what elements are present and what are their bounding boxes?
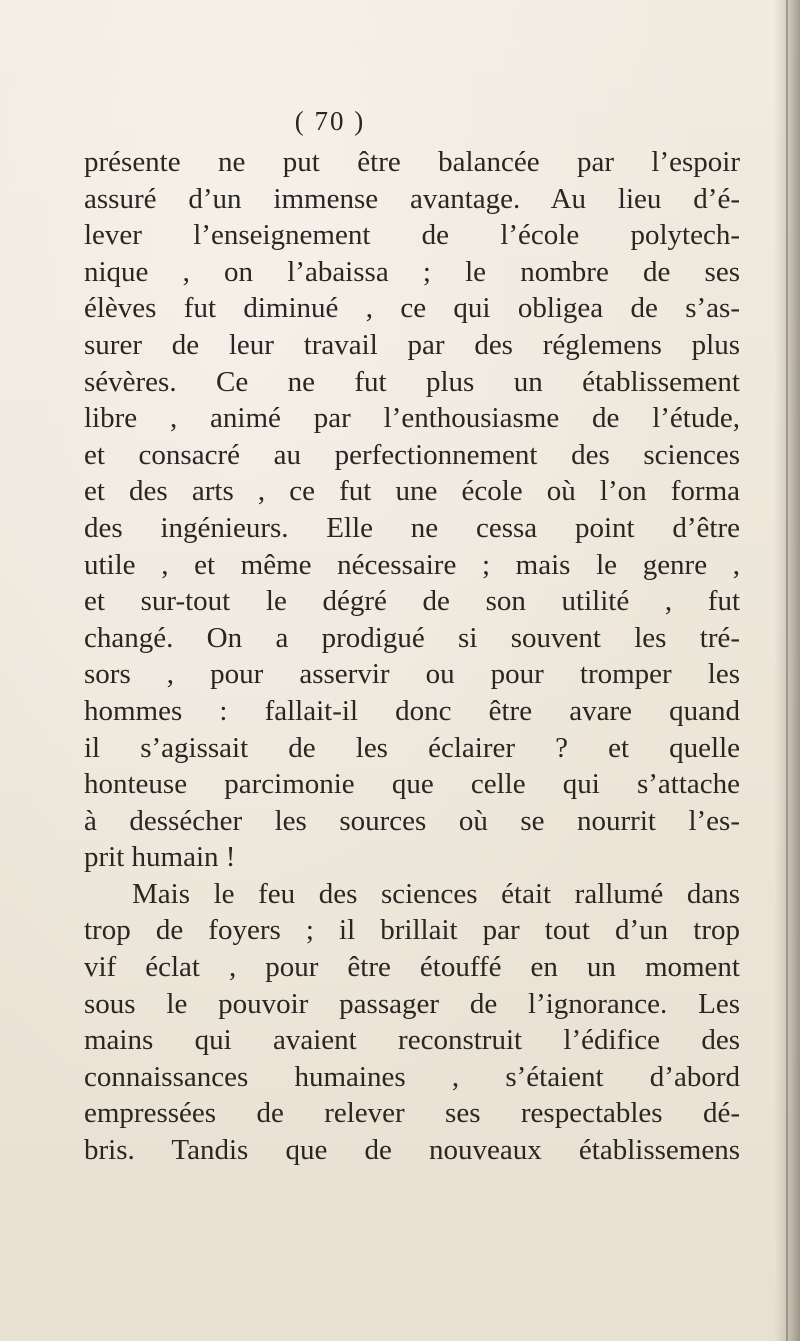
text-line: sévères. Ce ne fut plus un établissement — [84, 365, 740, 398]
page-edge-line — [786, 0, 788, 1341]
text-line: présente ne put être balancée par l’espoir — [84, 146, 740, 178]
text-line: à dessécher les sources où se nourrit l’es- — [84, 804, 740, 837]
text-line: et des arts , ce fut une école où l’on forma — [84, 475, 740, 508]
text-line: honteuse parcimonie que celle qui s’attache — [84, 768, 740, 801]
page-number: ( 70 ) — [294, 106, 366, 136]
text-line: assuré d’un immense avantage. Au lieu d’é- — [84, 182, 740, 215]
text-line: utile , et même nécessaire ; mais le genre , — [84, 548, 740, 581]
text-line: hommes : fallait-il donc être avare quand — [84, 694, 740, 727]
text-line: libre , animé par l’enthousiasme de l’étude, — [84, 402, 740, 435]
text-line: changé. On a prodigué si souvent les tré- — [84, 621, 740, 654]
text-line: connaissances humaines , s’étaient d’abord — [84, 1060, 740, 1093]
text-line: nique , on l’abaissa ; le nombre de ses — [84, 255, 740, 288]
text-line: mains qui avaient reconstruit l’édifice des — [84, 1024, 740, 1057]
text-line: surer de leur travail par des réglemens plus — [84, 328, 740, 361]
text-line: Mais le feu des sciences était rallumé dans — [132, 877, 740, 910]
text-line: prit humain ! — [84, 841, 236, 874]
text-line: sous le pouvoir passager de l’ignorance. Les — [84, 987, 740, 1020]
body-text — [84, 144, 740, 1169]
text-line: lever l’enseignement de l’école polytech- — [84, 219, 740, 252]
text-line: des ingénieurs. Elle ne cessa point d’être — [84, 511, 740, 544]
text-line: vif éclat , pour être étouffé en un moment — [84, 951, 740, 984]
text-line: empressées de relever ses respectables dé- — [84, 1097, 740, 1130]
text-line: sors , pour asservir ou pour tromper les — [84, 658, 740, 691]
text-line: il s’agissait de les éclairer ? et quelle — [84, 731, 740, 764]
text-line: et consacré au perfectionnement des sciences — [84, 438, 740, 471]
text-line: élèves fut diminué , ce qui obligea de s’as- — [84, 292, 740, 325]
text-line: bris. Tandis que de nouveaux établissemens — [84, 1134, 740, 1167]
text-line: et sur-tout le dégré de son utilité , fut — [84, 585, 740, 618]
text-line: trop de foyers ; il brillait par tout d’un trop — [84, 914, 740, 947]
